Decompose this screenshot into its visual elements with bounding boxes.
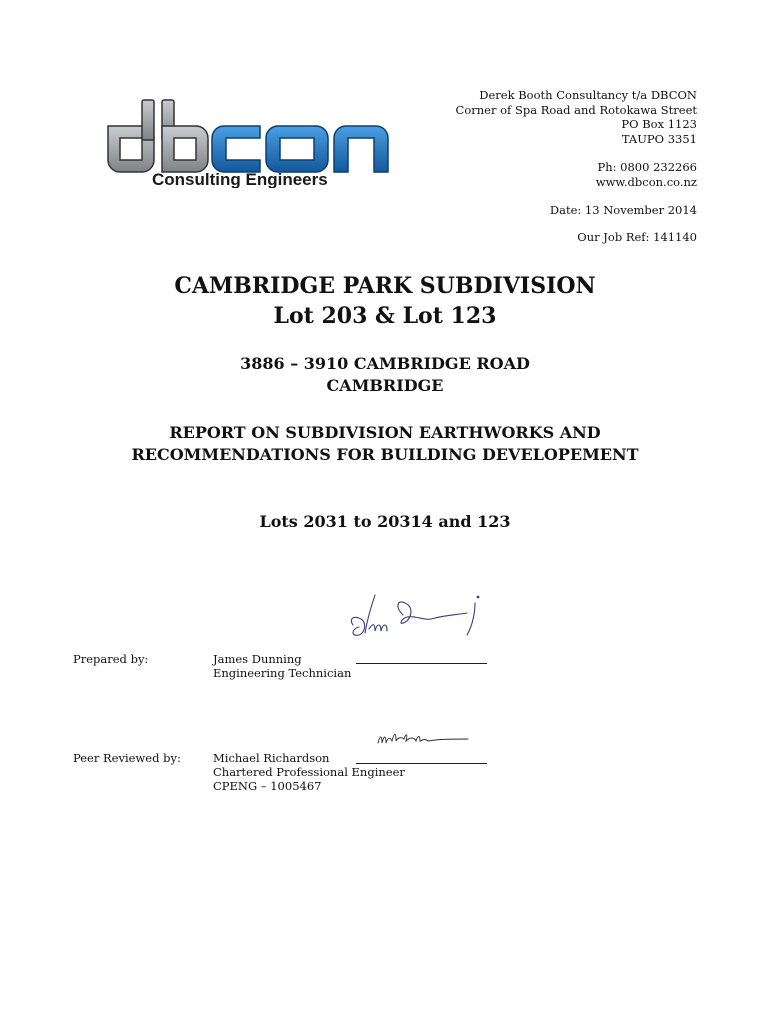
company-web: www.dbcon.co.nz — [595, 174, 697, 189]
company-phone: Ph: 0800 232266 — [597, 160, 697, 175]
reviewer-signature-line — [356, 763, 487, 764]
company-details — [377, 88, 697, 245]
report-date: Date: 13 November 2014 — [549, 202, 697, 217]
company-po-box: PO Box 1123 — [621, 117, 697, 132]
logo-letter-o — [266, 126, 328, 172]
report-title-line1: REPORT ON SUBDIVISION EARTHWORKS AND — [169, 423, 601, 442]
lots-heading: Lots 2031 to 20314 and 123 — [259, 512, 511, 531]
company-name: Derek Booth Consultancy t/a DBCON — [479, 88, 697, 102]
logo-letter-c — [212, 126, 260, 172]
dbcon-logo — [100, 96, 400, 188]
report-title-line2: RECOMMENDATIONS FOR BUILDING DEVELOPEMENT — [131, 445, 639, 464]
peer-reviewed-label: Peer Reviewed by: — [73, 751, 181, 765]
prepared-signature — [345, 585, 495, 645]
reviewer-name: Michael Richardson — [213, 751, 330, 765]
site-town: CAMBRIDGE — [326, 376, 444, 395]
logo-letter-b — [162, 100, 208, 172]
prepared-signature-line — [356, 663, 487, 664]
site-address: 3886 – 3910 CAMBRIDGE ROAD — [240, 354, 530, 373]
job-reference: Our Job Ref: 141140 — [577, 230, 697, 245]
reviewer-signature — [372, 727, 472, 751]
company-city: TAUPO 3351 — [621, 131, 697, 146]
logo-tagline: Consulting Engineers — [152, 170, 328, 188]
prepared-by-label: Prepared by: — [73, 652, 149, 666]
document-title: CAMBRIDGE PARK SUBDIVISION — [174, 273, 596, 299]
prepared-by-name: James Dunning — [213, 652, 302, 666]
reviewer-cpeng: CPENG – 1005467 — [213, 779, 322, 793]
document-subtitle: Lot 203 & Lot 123 — [273, 303, 497, 329]
company-street: Corner of Spa Road and Rotokawa Street — [455, 102, 697, 117]
prepared-by-role: Engineering Technician — [213, 666, 352, 680]
logo-letter-d — [108, 100, 154, 172]
reviewer-role: Chartered Professional Engineer — [213, 765, 405, 779]
